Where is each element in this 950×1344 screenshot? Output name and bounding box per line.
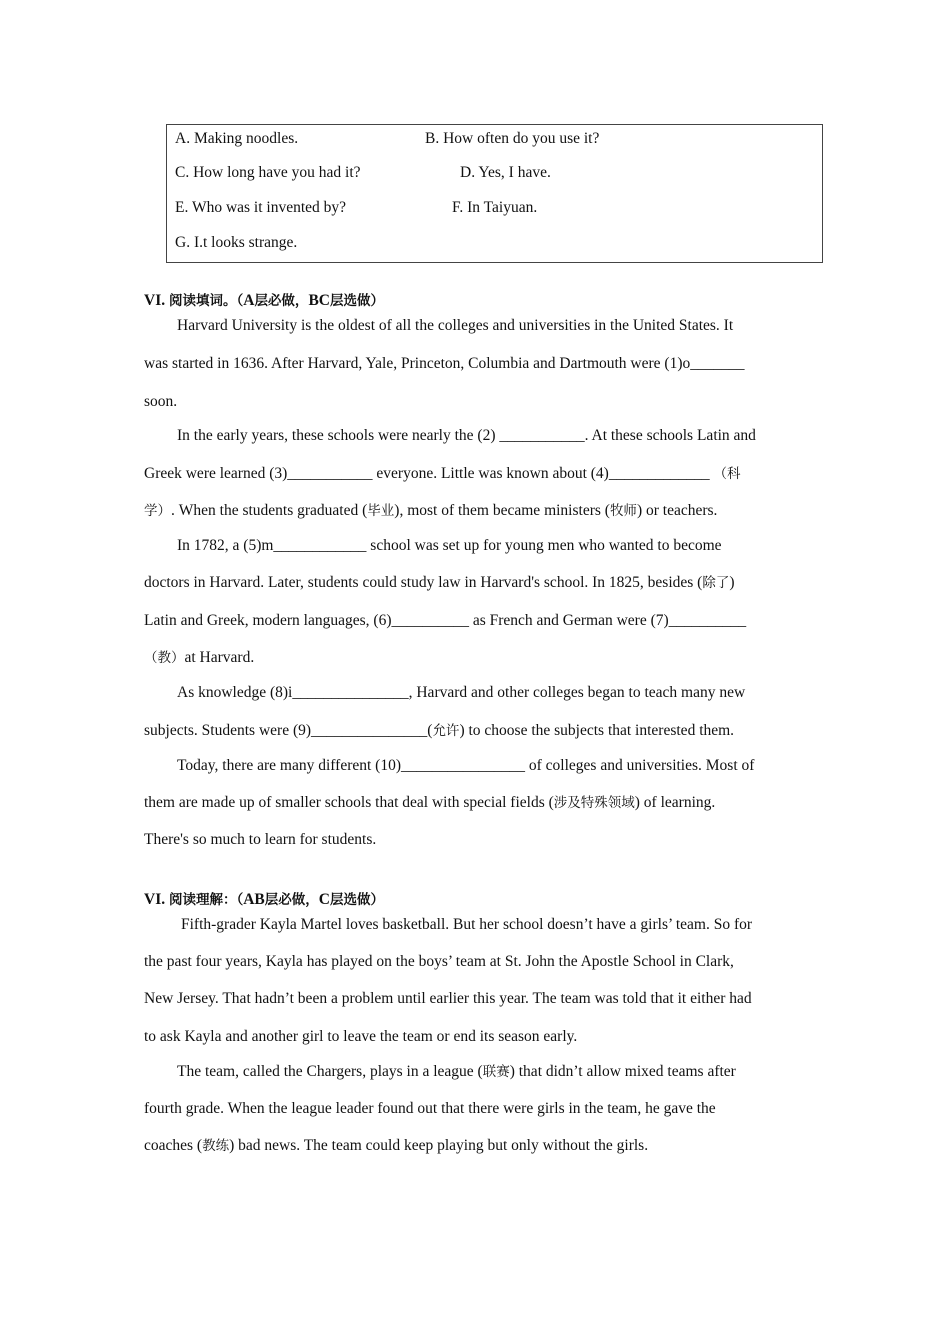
passage-line: Greek were learned (3)___________ everyone. Little was known about (4)_____________ （科 <box>144 465 741 482</box>
passage-line: New Jersey. That hadn’t been a problem until earlier this year. The team was told that it either had <box>144 990 752 1007</box>
option-e: E. Who was it invented by? <box>175 199 347 216</box>
answer-options-box <box>166 124 823 263</box>
option-a: A. Making noodles. <box>175 130 299 147</box>
option-f: F. In Taiyuan. <box>452 199 538 216</box>
passage-line: doctors in Harvard. Later, students could study law in Harvard's school. In 1825, besides (除了) <box>144 574 735 591</box>
passage-line: was started in 1636. After Harvard, Yale, Princeton, Columbia and Dartmouth were (1)o_______ <box>144 355 745 372</box>
passage-line: fourth grade. When the league leader found out that there were girls in the team, he gave the <box>144 1100 716 1117</box>
passage-line: subjects. Students were (9)_______________(允许) to choose the subjects that interested them. <box>144 722 735 739</box>
option-b: B. How often do you use it? <box>425 130 600 147</box>
passage-line: Harvard University is the oldest of all the colleges and universities in the United States. It <box>177 317 734 334</box>
passage-line: 学）. When the students graduated (毕业), most of them became ministers (牧师) or teachers. <box>144 502 718 519</box>
passage-line: them are made up of smaller schools that deal with special fields (涉及特殊领域) of learning. <box>144 794 716 811</box>
passage-line: Today, there are many different (10)________________ of colleges and universities. Most of <box>177 757 755 774</box>
passage-line: Latin and Greek, modern languages, (6)__________ as French and German were (7)__________ <box>144 612 747 629</box>
option-d: D. Yes, I have. <box>460 164 551 181</box>
passage-line: In the early years, these schools were nearly the (2) ___________. At these schools Latin and <box>177 427 756 444</box>
option-c: C. How long have you had it? <box>175 164 361 181</box>
passage-line: In 1782, a (5)m____________ school was set up for young men who wanted to become <box>177 537 722 554</box>
passage-line: There's so much to learn for students. <box>144 831 377 848</box>
passage-line: The team, called the Chargers, plays in a league (联赛) that didn’t allow mixed teams after <box>177 1063 736 1080</box>
passage-line: （教）at Harvard. <box>144 649 255 666</box>
section-heading-reading: VI. 阅读理解：（AB层必做，C层选做） <box>144 891 384 908</box>
passage-line: to ask Kayla and another girl to leave the team or end its season early. <box>144 1028 578 1045</box>
passage-line: coaches (教练) bad news. The team could keep playing but only without the girls. <box>144 1137 649 1154</box>
passage-line: Fifth-grader Kayla Martel loves basketball. But her school doesn’t have a girls’ team. So for <box>181 916 753 933</box>
option-g: G. I.t looks strange. <box>175 234 298 251</box>
passage-line: the past four years, Kayla has played on the boys’ team at St. John the Apostle School in Clark, <box>144 953 734 970</box>
passage-line: soon. <box>144 393 178 410</box>
passage-line: As knowledge (8)i_______________, Harvard and other colleges began to teach many new <box>177 684 746 701</box>
section-heading-cloze: VI. 阅读填词。（A层必做，BC层选做） <box>144 292 384 309</box>
